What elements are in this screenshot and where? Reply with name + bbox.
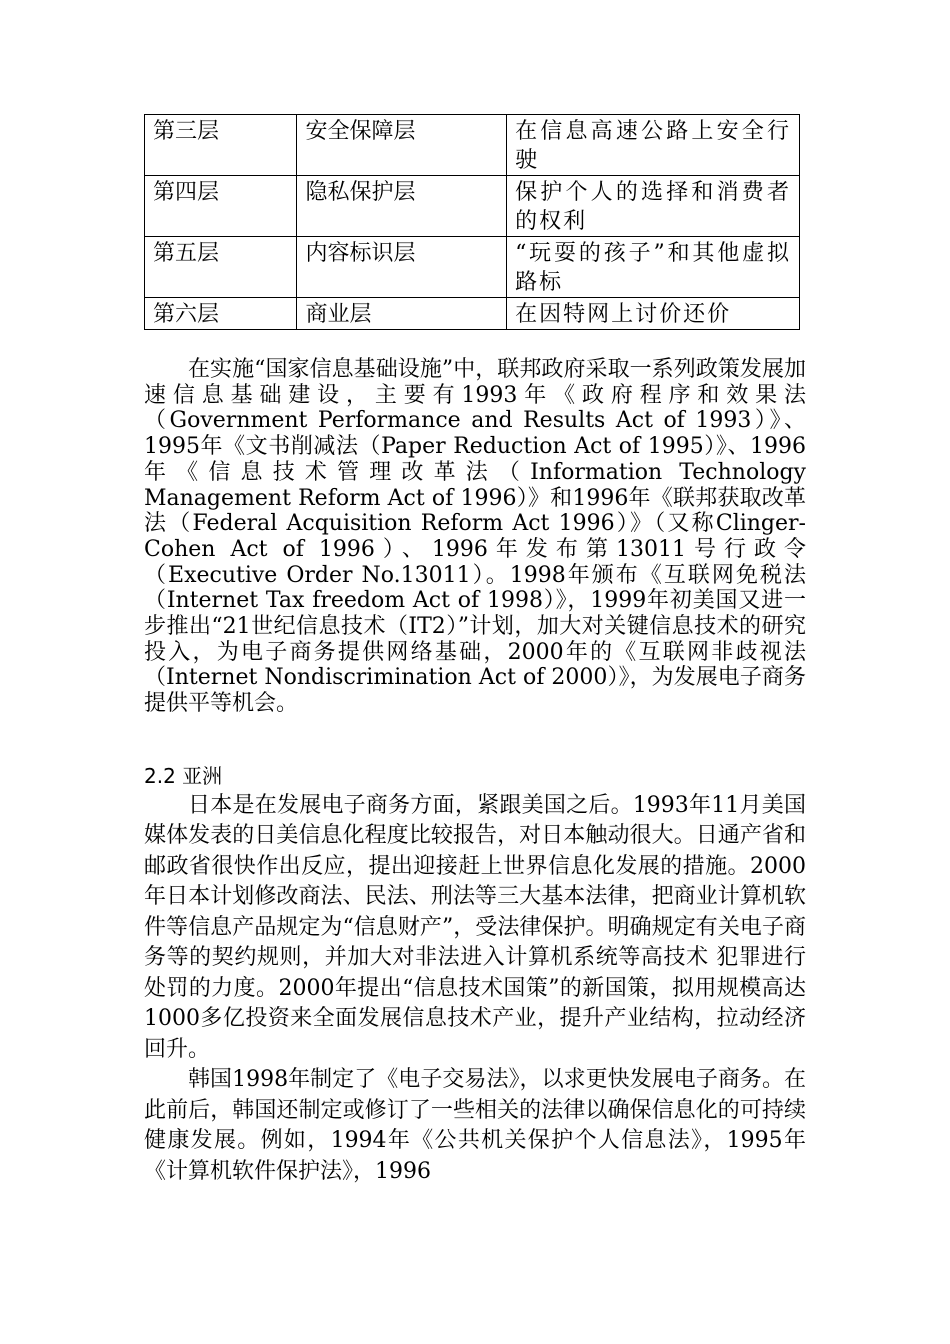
- table-row: [145, 176, 800, 237]
- layer-name-cell: 安全保障层: [297, 115, 507, 176]
- japan-paragraph: 日本是在发展电子商务方面，紧跟美国之后。1993年11月美国媒体发表的日美信息化程度比较报告，对日本触动很大。日通产省和邮政省很快作出反应，提出迎接赶上世界信息化发展的措施。2000年日本计划修改商法、民法、刑法等三大基本法律，把商业计算机软件等信息产品规定为“信息财产”，受法律保护。明确规定有关电子商务等的契约规则，并加大对非法进入计算机系统等高技术 犯罪进行处罚的力度。2000年提出“信息技术国策”的新国策，拟用规模高达1000多亿投资来全面发展信息技术产业，提升产业结构，拉动经济回升。: [144, 792, 806, 1062]
- table-row: [145, 115, 800, 176]
- layer-level-cell: 第六层: [145, 298, 297, 330]
- layer-desc-cell: “玩耍的孩子”和其他虚拟路标: [507, 237, 800, 298]
- nii-policy-paragraph: 在实施“国家信息基础设施”中，联邦政府采取一系列政策发展加速信息基础建设，主要有1993年《政府程序和效果法（Government Performance and Results Act of 1993）》、1995年《文书削减法（Paper Reduction Act of 1995）》、1996年《信息技术管理改革法（Information Technology Management Reform Act of 1996）》和1996年《联邦获取改革法（Federal Acquisition Reform Act 1996）》（又称Clinger-Cohen Act of 1996）、1996年发布第13011号行政令（Executive Order No.13011）。1998年颁布《互联网免税法（Internet Tax freedom Act of 1998）》，1999年初美国又进一步推出“21世纪信息技术（IT2）”计划，加大对关键信息技术的研究投入，为电子商务提供网络基础，2000年的《互联网非歧视法（Internet Nondiscrimination Act of 2000）》，为发展电子商务提供平等机会。: [144, 357, 806, 717]
- layer-desc-cell: 在因特网上讨价还价: [507, 298, 800, 330]
- layer-level-cell: 第四层: [145, 176, 297, 237]
- layer-desc-cell: 在信息高速公路上安全行驶: [507, 115, 800, 176]
- table-row: [145, 298, 800, 330]
- layer-name-cell: 隐私保护层: [297, 176, 507, 237]
- layer-level-cell: 第五层: [145, 237, 297, 298]
- layer-level-cell: 第三层: [145, 115, 297, 176]
- layer-name-cell: 内容标识层: [297, 237, 507, 298]
- table-row: [145, 237, 800, 298]
- layer-name-cell: 商业层: [297, 298, 507, 330]
- layer-table: [144, 114, 800, 330]
- korea-paragraph: 韩国1998年制定了《电子交易法》，以求更快发展电子商务。在此前后，韩国还制定或修订了一些相关的法律以确保信息化的可持续健康发展。例如，1994年《公共机关保护个人信息法》，1995年《计算机软件保护法》，1996: [144, 1067, 806, 1184]
- section-heading: 2.2 亚洲: [144, 763, 223, 788]
- layer-desc-cell: 保护个人的选择和消费者的权利: [507, 176, 800, 237]
- document-page: [144, 114, 806, 1187]
